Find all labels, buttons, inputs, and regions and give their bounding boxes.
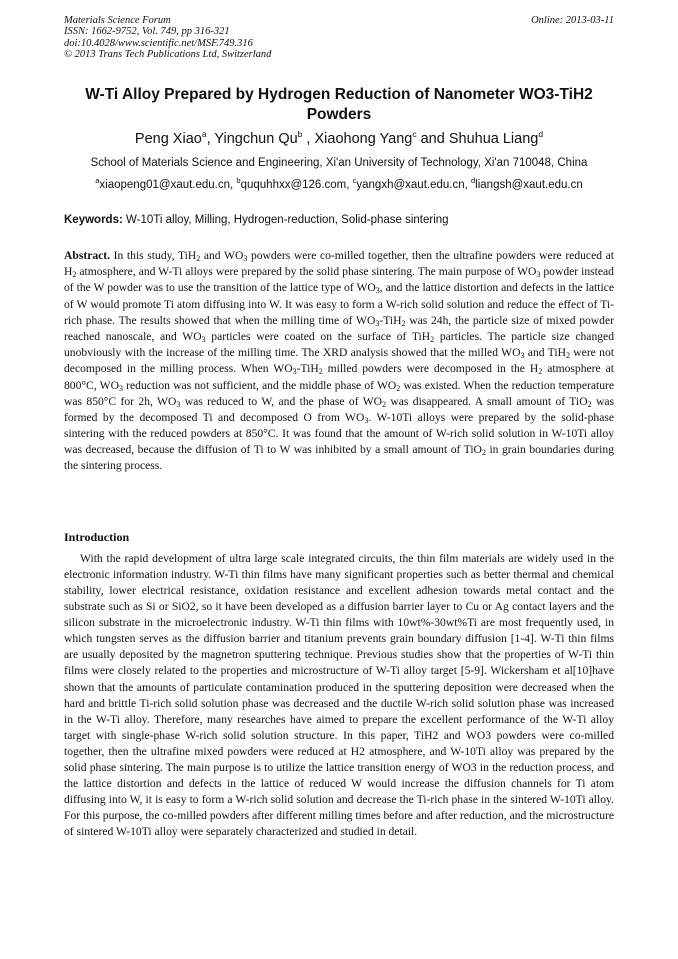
journal-name: Materials Science Forum	[64, 15, 171, 26]
paper-title: W-Ti Alloy Prepared by Hydrogen Reduction of Nanometer WO3-TiH2 Powders	[85, 86, 593, 123]
author-mark: d	[538, 129, 544, 139]
email-address[interactable]: liangsh@xaut.edu.cn	[475, 179, 583, 191]
author-separator: ,	[206, 131, 215, 147]
author-mark: c	[412, 129, 417, 139]
email-address[interactable]: ququhhxx@126.com	[240, 179, 347, 191]
email-address[interactable]: yangxh@xaut.edu.cn	[356, 179, 465, 191]
author-mark: a	[201, 129, 207, 139]
subscript: 3	[118, 383, 123, 393]
email-mark: c	[352, 176, 357, 185]
email-separator: ,	[230, 179, 237, 191]
author-emails	[40, 178, 638, 192]
subscript: 2	[396, 383, 401, 393]
subscript: 3	[243, 254, 248, 263]
subscript: 2	[538, 367, 543, 377]
doi-line[interactable]: doi:10.4028/www.scientific.net/MSF.749.316	[64, 37, 253, 49]
email-address[interactable]: xiaopeng01@xaut.edu.cn	[99, 179, 231, 191]
keywords-text: W-10Ti alloy, Milling, Hydrogen-reduction, Solid-phase sintering	[126, 214, 449, 226]
subscript: 3	[536, 270, 541, 280]
journal-header	[64, 15, 424, 60]
subscript: 2	[382, 399, 387, 409]
keywords-label: Keywords:	[64, 214, 123, 226]
author-separator: and	[416, 131, 449, 147]
introduction-body: With the rapid development of ultra large scale integrated circuits, the thin film materials are widely used in the electronic information industry. W-Ti thin films have many significant properties such as better thermal and chemical stability, lower electrical resistance, oxidation resistance and excellent adhesion towards metal contact and the substrate such as Si or SiO2, so it have been developed as a diffusion barrier layer to Cu or Ag contact layers and the silicon substrate in the microelectronic industry. W-Ti thin films with 10wt%-30wt%Ti are most frequently used, in which tungsten serves as the diffusion barrier and titanium prevents grain boundary diffusion [1-4]. W-Ti thin films are usually deposited by the magnetron sputtering technique. Previous studies show that the properties of W-Ti thin films were closely related to the properties and microstructure of W-Ti alloy target [5-9]. Wickersham et al[10]have shown that the amounts of particulate contamination produced in the sputtering deposition were decreased when the hard and brittle Ti-rich solid solution phase was decreased and the ductile W-rich solid solution phase was increased in the W-Ti alloy. Therefore, many researches have aimed to prepare the excellent performance of the W-Ti alloy target with single-phase W-rich solid solution structure. In this paper, TiH2 and WO3 powders were co-milled together, then the ultrafine mixed powders were reduced at H2 atmosphere, and W-10Ti alloy was prepared by the solid phase sintering. The main purpose is to utilize the lattice transition energy of WO3 in the reduction process, and the lattice distortion and defects in the lattice of reduced W would increase the diffusion channels for Ti atom diffusing into W, it is easy to form a W-rich solid solution and decrease the Ti-rich phase in the sintered W-10Ti alloy. For this purpose, the co-milled powders after different milling times before and after reduction, and the microstructure of sintered W-10Ti alloy were separately characterized and studied in detail.	[64, 552, 614, 839]
author-name: Shuhua Liang	[448, 131, 539, 147]
subscript: 3	[375, 318, 380, 328]
abstract-body: In this study, TiH$_2$ and $WO_3$ powders were co-milled together, then the ultrafine powders were reduced at $H_2$ atmosphere, and W-Ti alloys were prepared by the solid phase sintering. The main purpose of $WO_3$ powder instead of the W powder was to use the transition of the lattice type of $WO_3$, and the lattice distortion and defects in the lattice of W would promote Ti atom diffusing into W. It was easy to form a W-rich solid solution and reduce the effect of Ti-rich phase. The results showed that when the milling time of $WO_3-TiH_2$ was 24h, the particle size of mixed powder reached nanoscale, and $WO_3$ particles were coated on the surface of TiH$_2$ particles. The particle size changed unobviously with the increase of the milling time. The XRD analysis showed that the milled $WO_3$ and TiH$_2$ were not decomposed in the milling process. When $WO_3-TiH_2$ milled powders were decomposed in the $H_2$ atmosphere at 800°C, $WO_3$ reduction was not sufficient, and the middle phase of $WO_2$ was existed. When the reduction temperature was 850°C for 2h, $WO_3$ was reduced to W, and the phase of $WO_2$ was disappeared. A small amount of TiO$_2$ was formed by the decomposed Ti and decomposed O from $WO_3$. W-10Ti alloys were prepared by the solid-phase sintering with the reduced powders at 850°C. It was found that the amount of W-rich solid solution in W-10Ti alloy was decreased, because the diffusion of Ti to W was inhibited by a small amount of TiO$_2$ in grain boundaries during the sintering process.	[64, 249, 614, 473]
email-separator: ,	[346, 179, 353, 191]
issn-line: ISSN: 1662-9752, Vol. 749, pp 316-321	[64, 26, 230, 38]
subscript: 2	[430, 334, 435, 344]
subscript: 3	[364, 415, 369, 425]
subscript: 2	[401, 318, 406, 328]
subscript: 3	[201, 334, 206, 344]
affiliation: School of Materials Science and Engineering, Xi'an University of Technology, Xi'an 710048, China	[90, 157, 588, 169]
email-mark: b	[236, 176, 241, 185]
introduction-heading: Introduction	[64, 530, 130, 544]
subscript: 3	[292, 367, 297, 377]
subscript: 2	[72, 270, 77, 280]
subscript: 2	[587, 399, 592, 409]
email-mark: a	[95, 176, 100, 185]
author-name: Peng Xiao	[134, 131, 202, 147]
author-name: Yingchun Qu	[214, 131, 298, 147]
author-list	[40, 130, 638, 148]
subscript: 2	[481, 448, 486, 458]
subscript: 2	[318, 367, 323, 377]
author-name: Xiaohong Yang	[314, 131, 413, 147]
online-date: Online: 2013-03-11	[531, 15, 614, 26]
abstract-paragraph	[64, 248, 614, 475]
author-mark: b	[297, 129, 303, 139]
keywords-line	[64, 213, 614, 227]
author-separator: ,	[302, 131, 315, 147]
subscript: 3	[176, 399, 181, 409]
subscript: 3	[520, 351, 525, 361]
subscript: 3	[375, 286, 380, 296]
email-separator: ,	[464, 179, 471, 191]
copyright-line: © 2013 Trans Tech Publications Ltd, Switzerland	[64, 48, 272, 60]
abstract-label: Abstract.	[64, 249, 111, 262]
subscript: 2	[196, 254, 201, 263]
email-mark: d	[471, 176, 476, 185]
subscript: 2	[565, 351, 570, 361]
